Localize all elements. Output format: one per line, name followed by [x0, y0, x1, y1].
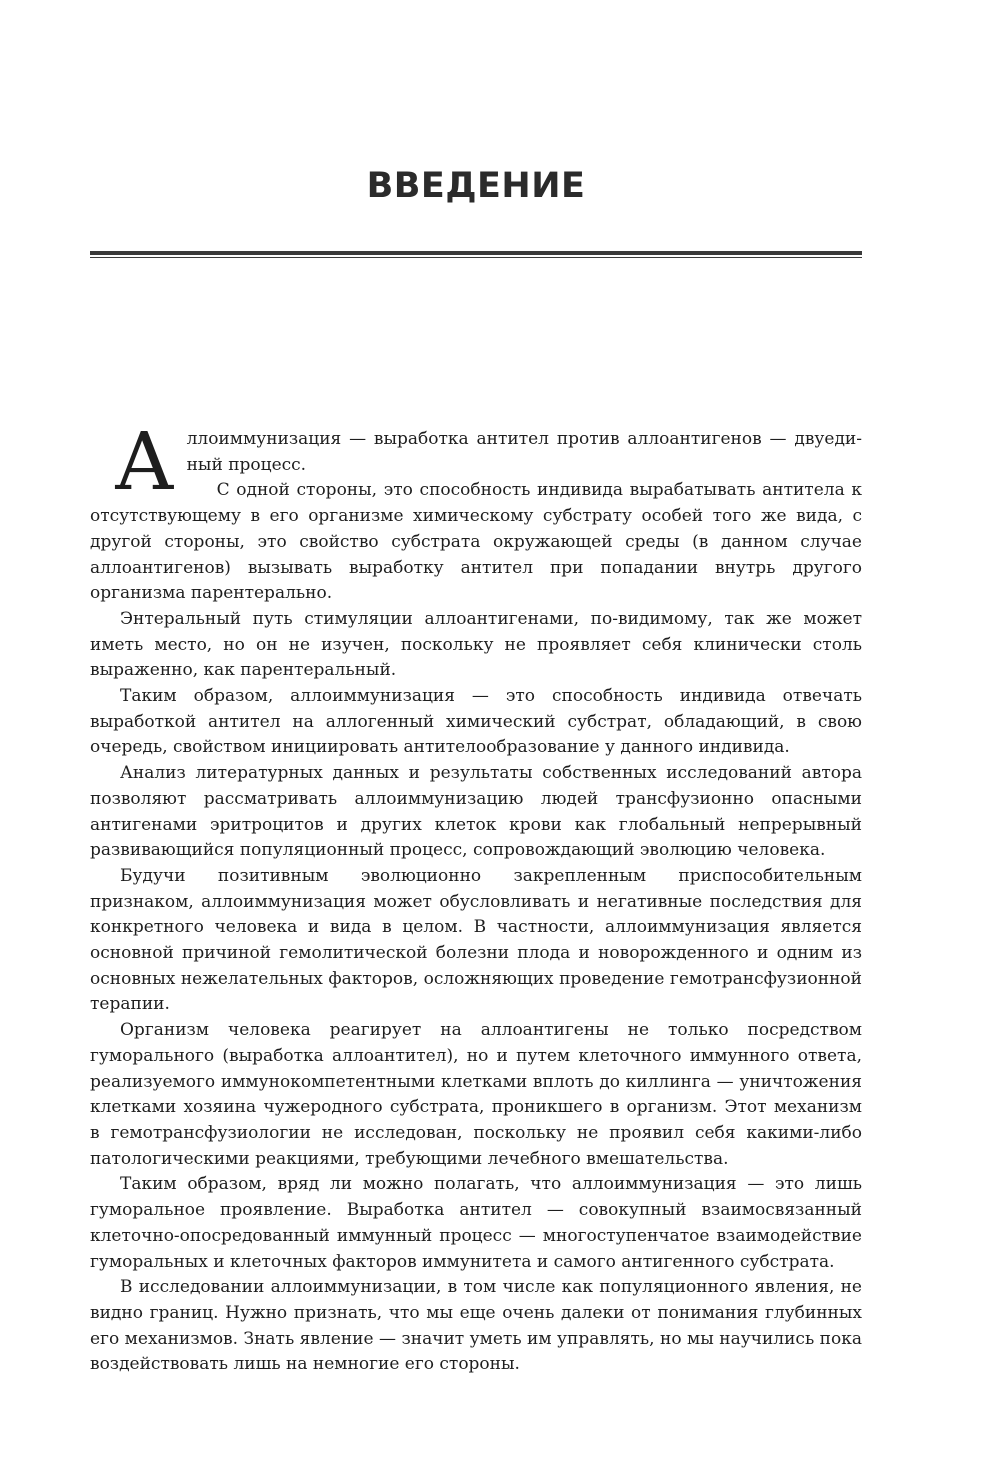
paragraph-5: Анализ литературных данных и результаты собственных исследований автора позволяют рассматривать аллоиммунизацию людей трансфузионно опасными антигенами эритроцитов и других клеток крови как глобальный непрерывный развивающийся популяционный процесс, сопровождающий эволюцию человека.	[90, 763, 862, 861]
paragraph-8: Таким образом, вряд ли можно полагать, что аллоиммунизация — это лишь гуморальное проявление. Выработка антител — совокупный взаимосвязанный клеточно-опосредованный иммунный процесс — многоступенчатое взаимодействие гуморальных и клеточных факторов иммунитета и самого антигенного субстрата.	[90, 1174, 862, 1272]
paragraph-4: Таким образом, аллоиммунизация — это способность индивида отвечать выработкой антител на аллогенный химический субстрат, обладающий, в свою очередь, свойством инициировать антителообразование у данного индивида.	[90, 686, 862, 758]
paragraph-6: Будучи позитивным эволюционно закрепленным приспособительным признаком, аллоиммунизация может обусловливать и негативные последствия для конкретного человека и вида в целом. В частности, аллоиммунизация является основной причиной гемолитической болезни плода и новорожденного и одним из основных нежелательных факторов, осложняющих проведение гемотрансфузионной терапии.	[90, 865, 862, 1015]
body-text	[90, 415, 862, 1378]
paragraph-3: Энтеральный путь стимуляции аллоантигенами, по-видимому, так же может иметь место, но он не изучен, поскольку не проявляет себя клинически столь выраженно, как парентеральный.	[90, 608, 862, 681]
rule-thick-line	[90, 251, 862, 255]
paragraph-1	[90, 415, 862, 508]
drop-cap: А	[114, 415, 175, 508]
paragraph-7: Организм человека реагирует на аллоантигены не только посредством гуморального (выработка аллоантител), но и путем клеточного иммунного ответа, реализуемого иммунокомпетентными клетками вплоть до киллинга — уничтожения клетками хозяина чужеродного субстрата, проникшего в организм. Этот механизм в гемотрансфузиологии не исследован, поскольку не проявил себя какими-либо патологическими реакциями, требующими лечебного вмешательства.	[90, 1020, 862, 1169]
heading-rule	[90, 251, 862, 259]
paragraph-1-text: ллоиммунизация — выработка антител против аллоантигенов — двуединый процесс.	[186, 429, 862, 475]
rule-thin-line	[90, 257, 862, 258]
paragraph-2: С одной стороны, это способность индивида вырабатывать антитела к отсутствующему в его организме химическому субстрату особей того же вида, с другой стороны, это свойство субстрата окружающей среды (в данном случае аллоантигенов) вызывать выработку антител при попадании внутрь другого организма парентерально.	[90, 480, 862, 604]
paragraph-9: В исследовании аллоиммунизации, в том числе как популяционного явления, не видно границ. Нужно признать, что мы еще очень далеки от понимания глубинных его механизмов. Знать явление — значит уметь им управлять, но мы научились пока воздействовать лишь на немногие его стороны.	[90, 1277, 862, 1375]
chapter-heading: ВВЕДЕНИЕ	[366, 166, 586, 206]
